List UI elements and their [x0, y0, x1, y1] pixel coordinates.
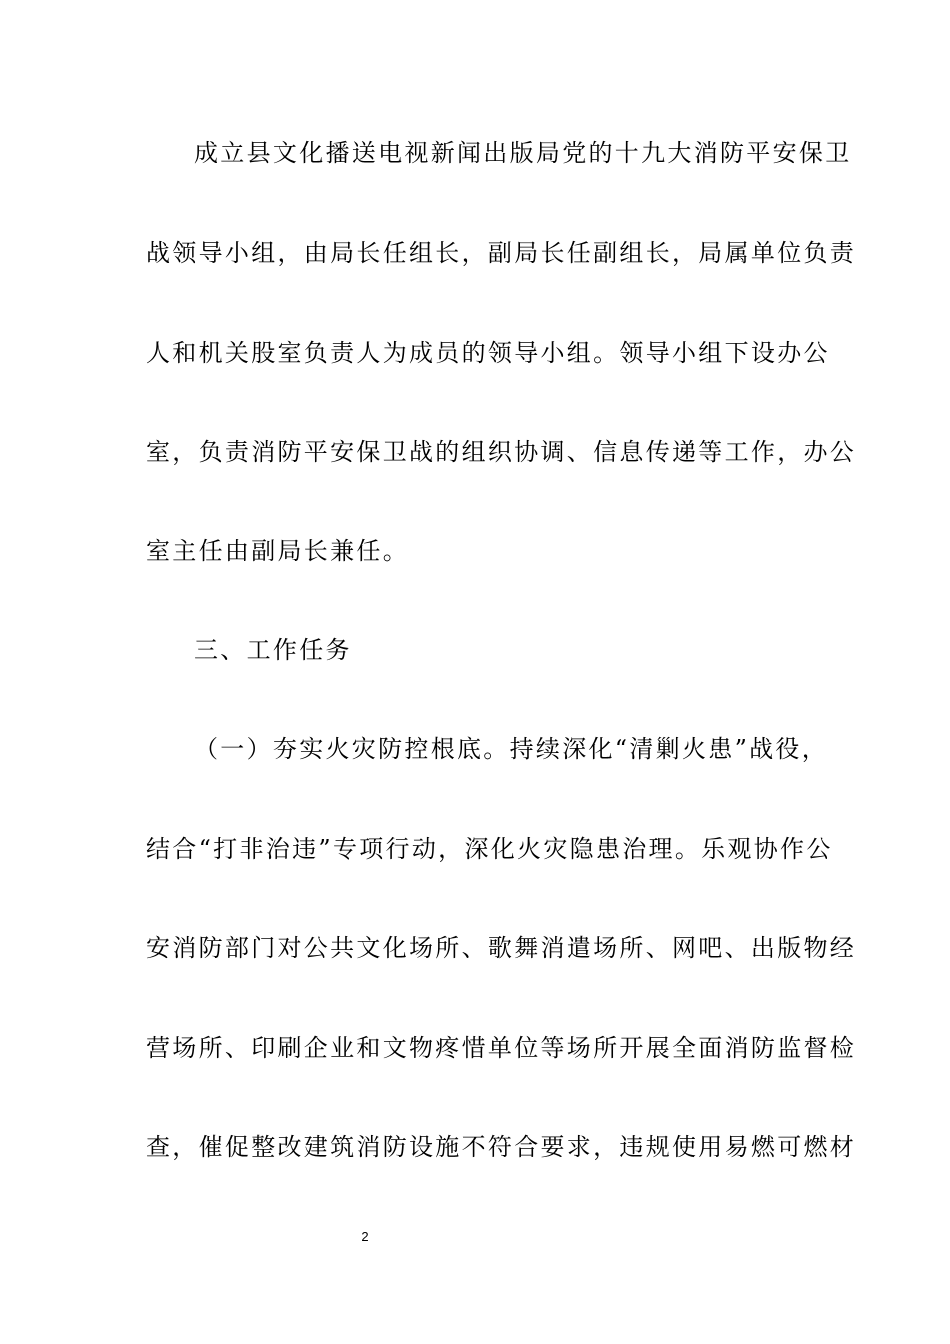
paragraph-line-4: 室，负责消防平安保卫战的组织协调、信息传递等工作，办公: [146, 438, 857, 466]
section-heading: 三、工作任务: [194, 636, 352, 664]
paragraph-line-5: 室主任由副局长兼任。: [146, 537, 409, 565]
paragraph-line-10: 查，催促整改建筑消防设施不符合要求，违规使用易燃可燃材: [146, 1133, 857, 1161]
paragraph-line-3: 人和机关股室负责人为成员的领导小组。领导小组下设办公: [146, 339, 830, 367]
page-number: 2: [361, 1229, 369, 1244]
paragraph-line-6: （一）夯实火灾防控根底。持续深化“清剿火患”战役，: [194, 735, 829, 763]
paragraph-line-2: 战领导小组，由局长任组长，副局长任副组长，局属单位负责: [146, 239, 857, 267]
paragraph-line-9: 营场所、印刷企业和文物疼惜单位等场所开展全面消防监督检: [146, 1034, 857, 1062]
paragraph-line-1: 成立县文化播送电视新闻出版局党的十九大消防平安保卫: [194, 139, 852, 167]
paragraph-line-8: 安消防部门对公共文化场所、歌舞消遣场所、网吧、出版物经: [146, 934, 857, 962]
paragraph-line-7: 结合“打非治违”专项行动，深化火灾隐患治理。乐观协作公: [146, 835, 833, 863]
